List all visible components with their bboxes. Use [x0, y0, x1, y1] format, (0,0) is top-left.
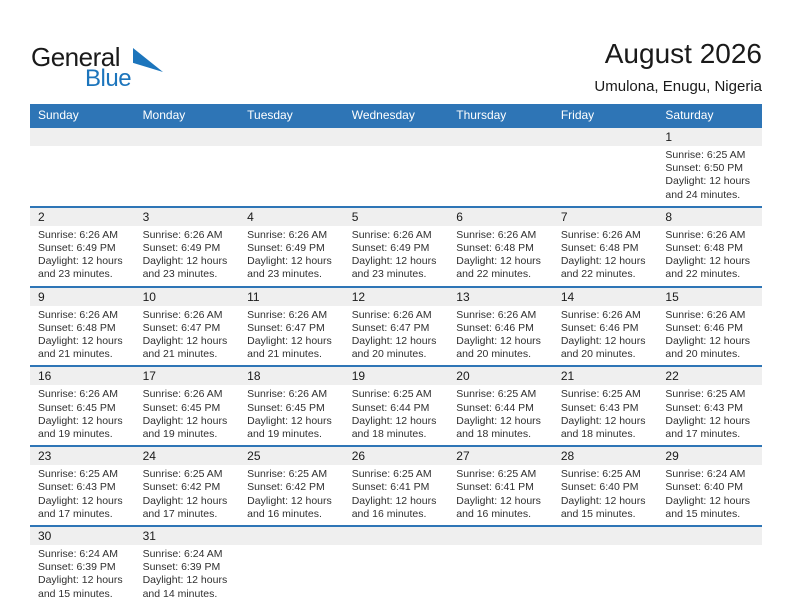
day-info-line: Sunrise: 6:25 AM — [456, 388, 537, 401]
title-block — [594, 38, 762, 98]
day-info-line: Sunset: 6:41 PM — [456, 481, 534, 494]
day-info — [561, 468, 654, 521]
day-number: 7 — [560, 209, 568, 224]
day-cell — [135, 527, 240, 605]
day-cell — [135, 208, 240, 286]
day-info-line: and 21 minutes. — [38, 348, 113, 361]
day-info-line: Sunset: 6:49 PM — [351, 242, 430, 255]
day-info-line: Sunset: 6:47 PM — [351, 321, 430, 334]
day-cell — [30, 208, 135, 286]
day-number: 11 — [247, 289, 260, 304]
day-info — [38, 388, 131, 441]
day-info-line: Daylight: 12 hours — [456, 494, 541, 507]
day-info-line: Sunrise: 6:26 AM — [38, 228, 118, 241]
day-info-line: Sunrise: 6:26 AM — [665, 308, 746, 321]
day-info — [38, 548, 131, 601]
week-row — [30, 445, 762, 525]
page-title: August 2026 — [604, 38, 762, 69]
page-subtitle: Umulona, Enugu, Nigeria — [594, 78, 762, 95]
day-number: 13 — [456, 289, 470, 304]
day-info — [352, 388, 445, 441]
day-info-line: Sunset: 6:44 PM — [351, 401, 430, 414]
day-info-line: Sunrise: 6:26 AM — [560, 228, 641, 241]
dow-saturday: Saturday — [665, 108, 714, 122]
day-info-line: and 19 minutes. — [142, 428, 218, 441]
empty-day-cell — [344, 128, 449, 206]
day-number: 22 — [665, 369, 679, 384]
day-info-line: Daylight: 12 hours — [456, 255, 541, 268]
empty-day-cell — [344, 527, 449, 605]
day-number: 20 — [456, 369, 470, 384]
day-cell — [239, 447, 344, 525]
day-info-line: and 24 minutes. — [665, 188, 741, 201]
day-info-line: Daylight: 12 hours — [38, 574, 123, 587]
day-cell — [239, 208, 344, 286]
week-row — [30, 206, 762, 286]
day-info-line: Daylight: 12 hours — [351, 335, 437, 348]
day-info-line: Daylight: 12 hours — [560, 494, 646, 507]
day-info-line: and 20 minutes. — [456, 348, 531, 361]
day-number: 24 — [142, 449, 156, 464]
day-number: 27 — [456, 449, 470, 464]
general-blue-logo — [31, 44, 151, 90]
calendar — [30, 104, 762, 605]
day-cell — [657, 208, 762, 286]
day-info-line: and 15 minutes. — [665, 507, 741, 520]
day-info-line: and 18 minutes. — [560, 428, 636, 441]
day-info-line: Daylight: 12 hours — [142, 335, 228, 348]
day-number: 17 — [142, 369, 156, 384]
day-info-line: and 17 minutes. — [38, 507, 113, 520]
day-cell — [30, 447, 135, 525]
day-info-line: Sunset: 6:46 PM — [560, 321, 639, 334]
day-info-line: and 18 minutes. — [456, 428, 531, 441]
day-info — [561, 229, 654, 282]
day-info-line: and 20 minutes. — [665, 348, 741, 361]
day-info-line: Daylight: 12 hours — [560, 414, 646, 427]
day-cell — [30, 527, 135, 605]
day-info — [456, 388, 549, 441]
day-cell — [448, 367, 553, 445]
day-info — [352, 229, 445, 282]
day-number: 29 — [665, 449, 679, 464]
day-cell — [448, 447, 553, 525]
empty-day-cell — [657, 527, 762, 605]
day-info-line: Daylight: 12 hours — [247, 255, 332, 268]
day-info-line: Sunrise: 6:26 AM — [142, 388, 223, 401]
day-info — [352, 468, 445, 521]
day-number: 4 — [247, 209, 254, 224]
day-info-line: Sunrise: 6:26 AM — [456, 308, 537, 321]
day-info-line: Sunset: 6:48 PM — [665, 242, 744, 255]
day-info-line: Daylight: 12 hours — [560, 255, 646, 268]
day-info-line: Sunset: 6:46 PM — [456, 321, 534, 334]
day-info-line: and 15 minutes. — [38, 587, 113, 600]
dow-monday: Monday — [142, 108, 186, 122]
day-info — [143, 229, 236, 282]
day-info-line: Sunrise: 6:26 AM — [247, 308, 328, 321]
day-number: 1 — [665, 130, 673, 144]
day-info-line: Sunrise: 6:26 AM — [351, 308, 432, 321]
day-info-line: Daylight: 12 hours — [665, 175, 751, 188]
day-info — [456, 309, 549, 362]
day-cell — [344, 208, 449, 286]
day-number: 23 — [38, 449, 52, 464]
day-info-line: and 15 minutes. — [560, 507, 636, 520]
day-info-line: Sunrise: 6:24 AM — [665, 468, 746, 481]
empty-day-cell — [135, 128, 240, 206]
day-cell — [135, 367, 240, 445]
day-info — [38, 468, 131, 521]
logo-text-blue: Blue — [85, 65, 132, 92]
day-info-line: Sunset: 6:49 PM — [38, 242, 116, 255]
day-info-line: Daylight: 12 hours — [142, 414, 228, 427]
empty-day-cell — [239, 128, 344, 206]
day-info-line: and 16 minutes. — [456, 507, 531, 520]
day-info-line: Sunrise: 6:26 AM — [456, 228, 537, 241]
day-cell — [135, 288, 240, 366]
day-info-line: and 23 minutes. — [351, 268, 427, 281]
day-info-line: Sunset: 6:48 PM — [456, 242, 534, 255]
day-info-line: Sunrise: 6:25 AM — [665, 149, 746, 161]
day-number: 14 — [560, 289, 575, 304]
day-cell — [657, 128, 762, 206]
day-info-line: and 20 minutes. — [351, 348, 427, 361]
day-number: 19 — [351, 369, 366, 384]
day-info-line: and 19 minutes. — [38, 428, 113, 441]
day-info-line: Sunset: 6:49 PM — [142, 242, 221, 255]
day-info-line: Sunrise: 6:25 AM — [560, 468, 641, 481]
day-info-line: Sunset: 6:50 PM — [665, 162, 744, 175]
day-info-line: Sunrise: 6:25 AM — [351, 468, 432, 481]
day-info-line: Daylight: 12 hours — [351, 255, 437, 268]
day-cell — [239, 288, 344, 366]
week-row — [30, 525, 762, 605]
dow-wednesday: Wednesday — [351, 108, 415, 122]
calendar-grid — [30, 126, 762, 605]
day-cell — [344, 288, 449, 366]
day-info-line: Daylight: 12 hours — [142, 574, 228, 587]
day-info-line: and 22 minutes. — [456, 268, 531, 281]
day-info-line: Sunset: 6:49 PM — [247, 242, 325, 255]
day-info-line: Daylight: 12 hours — [247, 335, 332, 348]
day-info — [561, 388, 654, 441]
day-cell — [657, 367, 762, 445]
day-number: 10 — [142, 289, 156, 304]
day-info-line: Sunrise: 6:26 AM — [142, 228, 223, 241]
day-info-line: Sunrise: 6:26 AM — [247, 388, 328, 401]
day-info-line: Sunrise: 6:25 AM — [142, 468, 223, 481]
day-info-line: Daylight: 12 hours — [247, 414, 332, 427]
day-info-line: Sunrise: 6:26 AM — [665, 228, 746, 241]
day-info-line: Sunrise: 6:25 AM — [38, 468, 118, 481]
day-info-line: Sunset: 6:39 PM — [142, 561, 221, 574]
day-info — [247, 468, 340, 521]
day-info — [665, 149, 758, 202]
dow-sunday: Sunday — [38, 108, 79, 122]
day-info-line: Daylight: 12 hours — [665, 255, 751, 268]
day-info-line: and 14 minutes. — [142, 587, 218, 600]
day-info-line: and 23 minutes. — [142, 268, 218, 281]
day-info-line: and 20 minutes. — [560, 348, 636, 361]
day-info-line: Daylight: 12 hours — [456, 335, 541, 348]
day-number: 18 — [247, 369, 261, 384]
day-number: 25 — [247, 449, 261, 464]
day-info — [38, 309, 131, 362]
day-cell — [553, 208, 658, 286]
day-number: 9 — [38, 289, 45, 304]
day-cell — [239, 367, 344, 445]
day-info-line: Sunset: 6:43 PM — [560, 401, 639, 414]
day-info — [247, 309, 340, 362]
day-info-line: Daylight: 12 hours — [38, 255, 123, 268]
empty-day-cell — [448, 128, 553, 206]
day-cell — [553, 367, 658, 445]
day-info-line: and 16 minutes. — [247, 507, 322, 520]
day-cell — [448, 288, 553, 366]
day-cell — [30, 288, 135, 366]
day-cell — [344, 367, 449, 445]
day-info — [665, 388, 758, 441]
day-info-line: Sunrise: 6:26 AM — [247, 228, 328, 241]
day-number: 31 — [142, 529, 156, 544]
day-of-week-header — [30, 104, 762, 126]
day-cell — [657, 288, 762, 366]
day-info-line: Sunset: 6:48 PM — [560, 242, 639, 255]
day-info-line: and 23 minutes. — [38, 268, 113, 281]
day-info — [456, 468, 549, 521]
day-info-line: Sunset: 6:42 PM — [142, 481, 221, 494]
day-info — [38, 229, 131, 282]
dow-tuesday: Tuesday — [247, 108, 293, 122]
day-info-line: Sunset: 6:44 PM — [456, 401, 534, 414]
day-info-line: Sunrise: 6:24 AM — [38, 548, 118, 561]
day-cell — [30, 367, 135, 445]
day-info-line: Sunset: 6:41 PM — [351, 481, 430, 494]
empty-day-cell — [553, 527, 658, 605]
day-cell — [553, 288, 658, 366]
day-info-line: Daylight: 12 hours — [456, 414, 541, 427]
day-info-line: Daylight: 12 hours — [247, 494, 332, 507]
day-info-line: Sunrise: 6:26 AM — [38, 388, 118, 401]
day-info-line: Daylight: 12 hours — [142, 494, 228, 507]
week-row — [30, 126, 762, 206]
day-info — [561, 309, 654, 362]
day-info-line: and 21 minutes. — [142, 348, 218, 361]
day-number: 26 — [351, 449, 366, 464]
day-info-line: Daylight: 12 hours — [351, 494, 437, 507]
day-cell — [553, 447, 658, 525]
dow-friday: Friday — [560, 108, 595, 122]
week-row — [30, 286, 762, 366]
day-info-line: Daylight: 12 hours — [665, 414, 751, 427]
day-number: 2 — [38, 209, 45, 224]
day-info-line: and 21 minutes. — [247, 348, 322, 361]
day-info-line: Sunset: 6:43 PM — [38, 481, 116, 494]
day-info-line: and 17 minutes. — [142, 507, 218, 520]
day-info — [352, 309, 445, 362]
dow-thursday: Thursday — [456, 108, 507, 122]
day-number: 21 — [560, 369, 575, 384]
day-info-line: Sunset: 6:47 PM — [247, 321, 325, 334]
day-info-line: Daylight: 12 hours — [560, 335, 646, 348]
day-info-line: and 23 minutes. — [247, 268, 322, 281]
day-info-line: and 19 minutes. — [247, 428, 322, 441]
day-info — [247, 229, 340, 282]
day-info-line: and 22 minutes. — [665, 268, 741, 281]
day-info-line: and 17 minutes. — [665, 428, 741, 441]
day-info-line: Sunset: 6:40 PM — [665, 481, 744, 494]
day-info-line: Sunset: 6:45 PM — [142, 401, 221, 414]
day-number: 6 — [456, 209, 463, 224]
day-info-line: Sunrise: 6:26 AM — [351, 228, 432, 241]
week-row — [30, 365, 762, 445]
day-info-line: Sunset: 6:45 PM — [247, 401, 325, 414]
day-info-line: Daylight: 12 hours — [665, 335, 751, 348]
day-info-line: Sunrise: 6:25 AM — [247, 468, 328, 481]
day-cell — [135, 447, 240, 525]
day-number: 16 — [38, 369, 52, 384]
day-info-line: Sunset: 6:47 PM — [142, 321, 221, 334]
day-info — [143, 309, 236, 362]
day-number: 3 — [142, 209, 150, 224]
day-info — [143, 468, 236, 521]
day-info-line: Daylight: 12 hours — [38, 494, 123, 507]
day-number: 28 — [560, 449, 575, 464]
day-info-line: Sunset: 6:43 PM — [665, 401, 744, 414]
empty-day-cell — [553, 128, 658, 206]
day-info — [456, 229, 549, 282]
empty-day-cell — [448, 527, 553, 605]
day-info-line: Sunrise: 6:26 AM — [560, 308, 641, 321]
day-info-line: Sunset: 6:40 PM — [560, 481, 639, 494]
day-number: 5 — [351, 209, 359, 224]
day-info — [665, 468, 758, 521]
day-info-line: Sunrise: 6:26 AM — [38, 308, 118, 321]
day-info-line: and 16 minutes. — [351, 507, 427, 520]
day-number: 30 — [38, 529, 52, 544]
day-info — [665, 309, 758, 362]
day-info — [143, 388, 236, 441]
day-info-line: Sunrise: 6:24 AM — [142, 548, 223, 561]
day-info-line: and 22 minutes. — [560, 268, 636, 281]
day-info-line: Sunset: 6:48 PM — [38, 321, 116, 334]
day-cell — [448, 208, 553, 286]
day-cell — [657, 447, 762, 525]
day-info — [143, 548, 236, 601]
day-info-line: Sunrise: 6:25 AM — [456, 468, 537, 481]
day-number: 15 — [665, 289, 679, 304]
day-info-line: Sunrise: 6:26 AM — [142, 308, 223, 321]
day-number: 12 — [351, 289, 366, 304]
day-info-line: Daylight: 12 hours — [38, 414, 123, 427]
day-info-line: and 18 minutes. — [351, 428, 427, 441]
day-info-line: Daylight: 12 hours — [351, 414, 437, 427]
day-info-line: Sunrise: 6:25 AM — [665, 388, 746, 401]
day-info-line: Sunset: 6:46 PM — [665, 321, 744, 334]
day-info-line: Sunrise: 6:25 AM — [351, 388, 432, 401]
day-number: 8 — [665, 209, 673, 224]
day-info-line: Sunset: 6:42 PM — [247, 481, 325, 494]
day-info — [665, 229, 758, 282]
day-info-line: Daylight: 12 hours — [38, 335, 123, 348]
day-info-line: Sunset: 6:39 PM — [38, 561, 116, 574]
day-cell — [344, 447, 449, 525]
day-info-line: Sunrise: 6:25 AM — [560, 388, 641, 401]
day-info-line: Sunset: 6:45 PM — [38, 401, 116, 414]
empty-day-cell — [239, 527, 344, 605]
logo-text-general: General — [31, 42, 120, 72]
day-info-line: Daylight: 12 hours — [142, 255, 228, 268]
empty-day-cell — [30, 128, 135, 206]
day-info-line: Daylight: 12 hours — [665, 494, 751, 507]
day-info — [247, 388, 340, 441]
